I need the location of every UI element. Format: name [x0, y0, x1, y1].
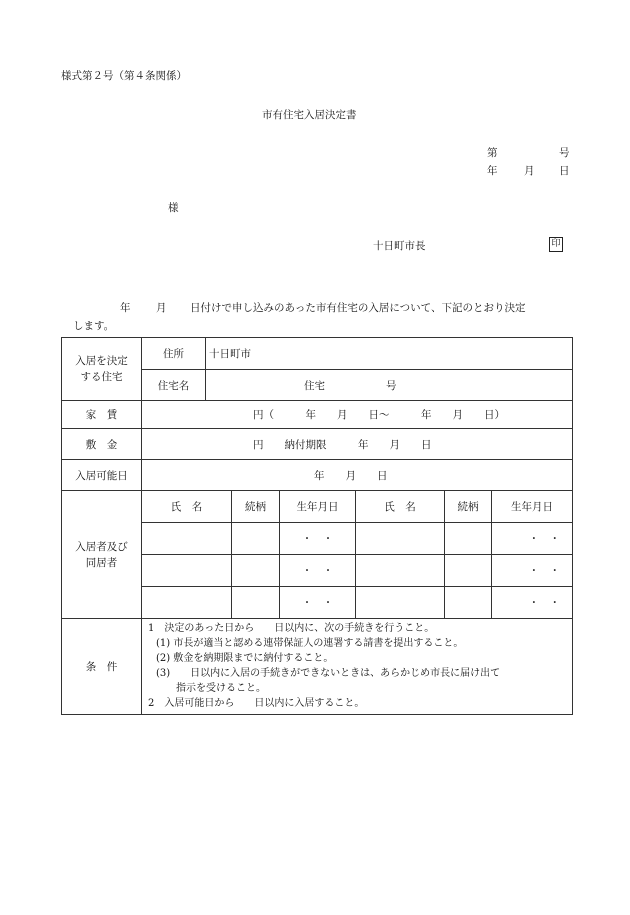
body-line-1: 日付けで申し込みのあった市有住宅の入居について、下記のとおり決定 — [190, 302, 526, 314]
doc-number-go: 号 — [559, 147, 570, 159]
body-line-2: します。 — [73, 320, 115, 332]
resident-relation-cell — [232, 523, 280, 555]
seal-mark — [549, 237, 563, 252]
resident-birth-cell: ・ ・ — [492, 587, 573, 619]
housing-name-mid: 住宅 — [304, 380, 325, 392]
resident-name-cell — [142, 587, 232, 619]
condition-line-2: (1) 市長が適当と認める連帯保証人の連署する請書を提出すること。 — [156, 638, 464, 649]
housing-name-go: 号 — [386, 380, 397, 392]
issuer-name: 十日町市長 — [373, 240, 426, 252]
resident-birth-cell: ・ ・ — [492, 555, 573, 587]
resident-relation-cell — [445, 555, 492, 587]
residents-label-line-1: 入居者及び — [75, 540, 128, 553]
seal-icon: 印 — [549, 237, 563, 252]
rent-value: 円（ 年 月 日〜 年 月 日） — [142, 401, 573, 429]
resident-birth-cell: ・ ・ — [280, 555, 356, 587]
residents-label-line-2: 同居者 — [85, 556, 118, 569]
housing-name-value — [206, 370, 573, 401]
move-in-value: 年 月 日 — [142, 460, 573, 491]
resident-relation-cell — [445, 523, 492, 555]
deposit-value: 円 納付期限 年 月 日 — [142, 429, 573, 460]
col-name-2: 氏 名 — [356, 491, 445, 523]
housing-name-label: 住宅名 — [142, 370, 206, 401]
residents-label — [62, 491, 142, 619]
conditions-cell — [142, 619, 573, 715]
rent-label: 家 賃 — [62, 401, 142, 429]
date-year: 年 — [487, 165, 498, 177]
housing-label-line-2: する住宅 — [80, 371, 123, 383]
housing-label — [62, 338, 142, 401]
col-relation-2: 続柄 — [445, 491, 492, 523]
date-day: 日 — [559, 165, 570, 177]
condition-line-1: 1 決定のあった日から 日以内に、次の手続きを行うこと。 — [148, 623, 435, 634]
resident-relation-cell — [232, 555, 280, 587]
document-title: 市有住宅入居決定書 — [262, 109, 357, 121]
condition-line-4: (3) 日以内に入居の手続きができないときは、あらかじめ市長に届け出て — [156, 668, 501, 679]
body-month: 月 — [156, 302, 167, 314]
resident-name-cell — [356, 587, 445, 619]
condition-line-6: 2 入居可能日から 日以内に入居すること。 — [148, 698, 365, 709]
col-birth-2: 生年月日 — [492, 491, 573, 523]
resident-name-cell — [356, 555, 445, 587]
col-birth-1: 生年月日 — [280, 491, 356, 523]
date-month: 月 — [524, 165, 535, 177]
col-name-1: 氏 名 — [142, 491, 232, 523]
decision-table — [61, 337, 573, 715]
col-relation-1: 続柄 — [232, 491, 280, 523]
form-number: 様式第２号（第４条関係） — [61, 70, 187, 82]
doc-number-dai: 第 — [487, 147, 498, 159]
conditions-label: 条 件 — [62, 619, 142, 715]
address-value: 十日町市 — [206, 338, 573, 370]
resident-relation-cell — [232, 587, 280, 619]
body-year: 年 — [120, 302, 131, 314]
address-label: 住所 — [142, 338, 206, 370]
resident-name-cell — [356, 523, 445, 555]
recipient-sama: 様 — [168, 202, 179, 214]
move-in-label: 入居可能日 — [62, 460, 142, 491]
resident-name-cell — [142, 555, 232, 587]
condition-line-5: 指示を受けること。 — [176, 683, 266, 694]
resident-birth-cell: ・ ・ — [280, 587, 356, 619]
resident-birth-cell: ・ ・ — [280, 523, 356, 555]
resident-name-cell — [142, 523, 232, 555]
housing-label-line-1: 入居を決定 — [75, 355, 128, 367]
deposit-label: 敷 金 — [62, 429, 142, 460]
resident-birth-cell: ・ ・ — [492, 523, 573, 555]
resident-relation-cell — [445, 587, 492, 619]
condition-line-3: (2) 敷金を納期限までに納付すること。 — [156, 653, 334, 664]
